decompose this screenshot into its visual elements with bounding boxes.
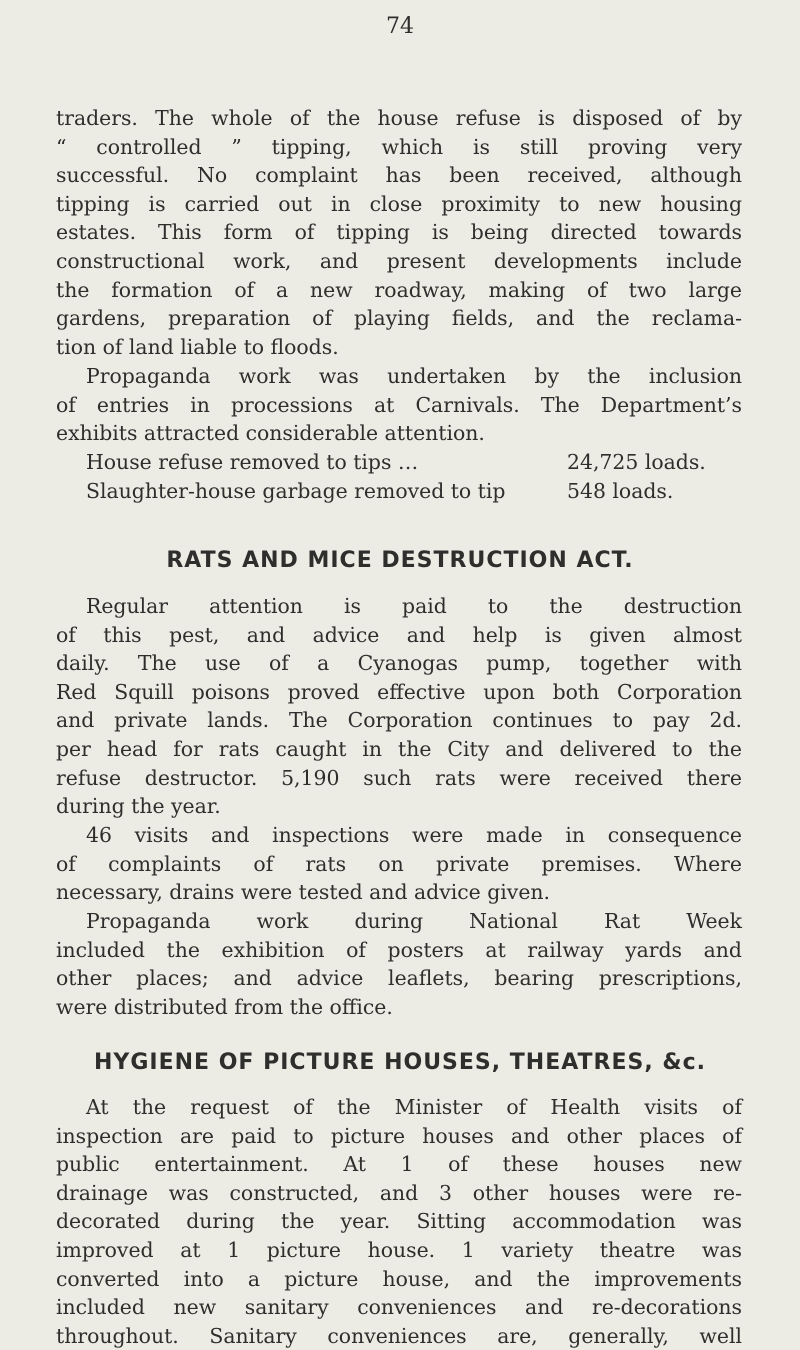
stat-row xyxy=(56,448,742,477)
stat-row xyxy=(56,477,742,506)
rats-paragraph-3 xyxy=(56,907,742,1021)
stat-label: House refuse removed to tips … xyxy=(86,450,419,474)
text-line: Regular attention is paid to the destruction xyxy=(86,594,742,618)
intro-paragraph xyxy=(56,104,742,361)
text-line: tipping is carried out in close proximity to new housing xyxy=(56,191,742,216)
text-line: constructional work, and present developments include xyxy=(56,248,742,273)
stat-label: Slaughter-house garbage removed to tip xyxy=(86,478,506,503)
text-line: throughout. Sanitary conveniences are, generally, well xyxy=(56,1323,742,1348)
refuse-stats xyxy=(56,448,742,505)
text-line: tion of land liable to floods. xyxy=(56,334,339,359)
page-number: 74 xyxy=(386,14,414,39)
text-line: inspection are paid to picture houses and other places of xyxy=(56,1123,742,1148)
text-line: the formation of a new roadway, making of two large xyxy=(56,277,742,302)
text-line: daily. The use of a Cyanogas pump, together with xyxy=(56,651,742,676)
stat-value: 548 loads. xyxy=(567,478,674,503)
section-heading-hygiene: HYGIENE OF PICTURE HOUSES, THEATRES, &c. xyxy=(94,1050,706,1075)
text-line: traders. The whole of the house refuse is disposed of by xyxy=(56,106,742,130)
text-line: public entertainment. At 1 of these houses new xyxy=(56,1152,742,1177)
text-line: “ controlled ” tipping, which is still proving very xyxy=(56,134,742,159)
text-line: other places; and advice leaflets, bearing prescriptions, xyxy=(56,966,742,991)
text-line: 46 visits and inspections were made in consequence xyxy=(86,823,742,847)
text-line: At the request of the Minister of Health visits of xyxy=(86,1095,742,1119)
text-line: converted into a picture house, and the improvements xyxy=(56,1266,742,1291)
text-line: Propaganda work was undertaken by the inclusion xyxy=(86,364,742,388)
rats-paragraph-2 xyxy=(56,821,742,907)
text-line: exhibits attracted considerable attention. xyxy=(56,421,485,446)
hygiene-paragraph xyxy=(56,1093,742,1350)
text-line: during the year. xyxy=(56,794,221,819)
text-line: estates. This form of tipping is being directed towards xyxy=(56,220,742,245)
text-line: Red Squill poisons proved effective upon both Corporation xyxy=(56,679,742,704)
text-line: drainage was constructed, and 3 other houses were re- xyxy=(56,1180,742,1205)
text-line: per head for rats caught in the City and delivered to the xyxy=(56,736,742,761)
text-line: included the exhibition of posters at railway yards and xyxy=(56,937,742,962)
text-line: improved at 1 picture house. 1 variety theatre was xyxy=(56,1237,742,1262)
text-line: of this pest, and advice and help is given almost xyxy=(56,622,742,647)
text-line: refuse destructor. 5,190 such rats were received there xyxy=(56,765,742,790)
text-line: decorated during the year. Sitting accommodation was xyxy=(56,1209,742,1234)
text-line: Propaganda work during National Rat Week xyxy=(86,909,742,933)
text-line: of complaints of rats on private premises. Where xyxy=(56,851,742,876)
stat-value: 24,725 loads. xyxy=(567,450,706,474)
text-line: of entries in processions at Carnivals. The Department’s xyxy=(56,392,742,417)
rats-paragraph-1 xyxy=(56,592,742,821)
text-line: gardens, preparation of playing fields, and the reclama- xyxy=(56,306,742,331)
text-line: necessary, drains were tested and advice given. xyxy=(56,880,551,905)
text-line: included new sanitary conveniences and re-decorations xyxy=(56,1295,742,1320)
section-heading-rats: RATS AND MICE DESTRUCTION ACT. xyxy=(166,548,634,573)
text-line: and private lands. The Corporation continues to pay 2d. xyxy=(56,708,742,733)
text-line: successful. No complaint has been received, although xyxy=(56,163,742,188)
text-line: were distributed from the office. xyxy=(56,994,393,1019)
propaganda-paragraph xyxy=(56,362,742,448)
